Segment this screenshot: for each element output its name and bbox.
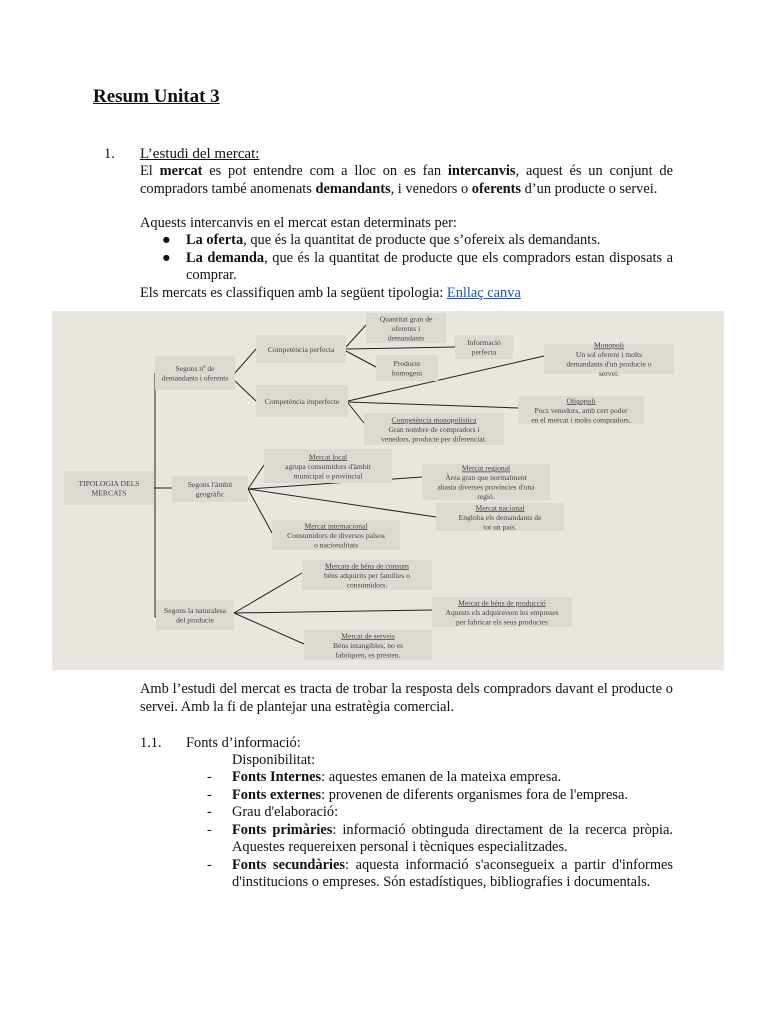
section-heading: L’estudi del mercat: [140, 146, 260, 162]
item-term: Fonts primàries [232, 821, 333, 838]
node-text: perfecta [471, 347, 497, 357]
diagram-node-informacio [455, 335, 513, 359]
item-text: : aquesta informació s'aconsegueix a partir d'informes d'institucions o empreses. Són estadístiques, bibliografies i documentals. [232, 856, 674, 890]
diagram-node-consum [302, 560, 432, 590]
node-text: Gran nombre de compradors i [388, 424, 480, 434]
list-item [140, 232, 673, 250]
node-text: Competència imperfecte [264, 396, 340, 406]
node-text: Un sol oferent i molts [575, 350, 643, 359]
node-title: Mercat nacional [475, 503, 525, 513]
document-title: Resum Unitat 3 [93, 86, 220, 107]
node-title: Mercat de béns de producció [458, 598, 546, 608]
node-text: TIPOLOGIA DELS [78, 479, 140, 488]
node-text: MERCATS [91, 488, 127, 498]
node-title: Oligopoli [566, 396, 596, 406]
node-text: venedors, producte per diferenciat. [381, 434, 487, 444]
list-item [207, 822, 673, 857]
node-text: regió. [477, 492, 495, 501]
item-term: Fonts Internes [232, 769, 322, 785]
bold-term: intercanvis [447, 163, 516, 179]
list-item [207, 804, 673, 822]
node-text: servei. [598, 369, 620, 378]
node-text: Béns intangibles, no es [332, 640, 404, 650]
diagram-node-monopoli [544, 341, 674, 379]
determinants-paragraph: Aquests intercanvis en el mercat estan determinats per: [140, 215, 457, 231]
connector-line [348, 403, 364, 423]
node-text: agrupa consumidors d'àmbit [285, 461, 371, 471]
node-text: tot un país. [483, 522, 517, 532]
diagram-node-naturalesa [156, 600, 234, 630]
subsection-heading: Fonts d’informació: [186, 735, 301, 751]
node-text: geogràfic [195, 489, 225, 499]
node-text: Àrea gran que normalment [445, 473, 527, 482]
subsection-number: 1.1. [140, 735, 162, 751]
node-title: Monopoli [594, 340, 624, 350]
node-text: oferents i [391, 323, 421, 333]
node-text: Segons la naturalesa [164, 606, 226, 615]
paragraph-text: es pot entendre com a lloc on es fan [202, 163, 448, 179]
node-title: Mercat de serveis [341, 631, 395, 641]
node-title: Mercats de béns de consum [325, 561, 409, 571]
node-text: Segons l'àmbit [187, 480, 233, 489]
node-text: en el mercat i molts compradors. [531, 415, 631, 425]
dash-icon: - [207, 786, 212, 803]
diagram-node-internacional [272, 520, 400, 550]
section-number: 1. [104, 146, 115, 162]
bullet-term: La demanda [186, 249, 265, 266]
diagram-node-demandants [155, 356, 235, 390]
node-text: Quantitat gran de [379, 314, 433, 324]
diagram-node-quantitat [366, 313, 446, 343]
bullet-text: , que és la quantitat de producte que els compradors estan disposats a comprar. [186, 249, 673, 283]
sources-list [207, 769, 673, 892]
diagram-node-root [64, 471, 154, 505]
node-text: Aquests els adquireixen les empreses [445, 607, 559, 617]
diagram-node-imperfecta [256, 385, 348, 417]
diagram-node-local [264, 449, 392, 483]
connector-line [248, 465, 264, 489]
diagram-node-produccio [432, 597, 572, 627]
connector-line [248, 489, 272, 533]
node-text: o nacionalitats [313, 540, 359, 550]
connector-line [346, 351, 376, 367]
connector-line [248, 489, 436, 517]
bold-term: oferents [471, 180, 522, 197]
dash-icon: - [207, 856, 212, 873]
diagram-node-homogeni [376, 355, 438, 381]
bold-term: mercat [159, 163, 203, 179]
diagram-node-monopolistica [364, 413, 504, 445]
market-typology-diagram [52, 311, 724, 670]
node-text: demandants i oferents [161, 373, 229, 383]
node-text: fabriquen, es presten. [335, 650, 401, 660]
connector-line [234, 610, 432, 613]
connector-line [235, 349, 256, 373]
bullet-text: , que és la quantitat de producte que s’ofereix als demandants. [243, 232, 601, 248]
diagram-node-nacional [436, 503, 564, 531]
node-text: demandants [387, 333, 425, 343]
node-text: Segons nº de [175, 364, 215, 373]
bullet-icon: ● [162, 232, 171, 248]
node-title: Mercat regional [461, 463, 511, 473]
paragraph-text: , i venedors o [390, 180, 472, 197]
dash-icon: - [207, 821, 212, 838]
canva-link[interactable]: Enllaç canva [446, 285, 521, 301]
item-text: : aquestes emanen de la mateixa empresa. [321, 769, 562, 785]
node-text: consumidors. [346, 580, 388, 590]
bullet-term: La oferta [186, 232, 244, 248]
item-text: Grau d'elaboració: [232, 804, 339, 820]
node-text: del producte [176, 615, 214, 625]
connector-line [234, 573, 302, 613]
list-item [207, 857, 673, 892]
determinants-list [140, 232, 673, 285]
node-text: Pocs venedors, amb cert poder [534, 405, 628, 415]
list-item [207, 787, 673, 805]
node-text: Competència perfecta [267, 344, 335, 354]
intro-paragraph [140, 163, 673, 198]
connector-line [346, 325, 366, 347]
item-text: : provenen de diferents organismes fora de l'empresa. [321, 786, 628, 803]
node-text: béns adquirits per famílies o [323, 570, 411, 580]
item-term: Fonts externes [232, 786, 322, 803]
item-text: : informació obtinguda directament de la recerca pròpia. Aquestes requereixen personal i tècniques especialitzades. [232, 821, 673, 855]
connector-line [346, 347, 455, 349]
dash-icon: - [207, 769, 212, 785]
bold-term: demandants [315, 180, 391, 197]
node-text: per fabricar els seus productes [456, 617, 548, 627]
classification-text: Els mercats es classifiquen amb la següent tipologia: [140, 285, 447, 301]
node-text: abasta diverses províncies d'una [437, 482, 535, 492]
node-text: homogeni [391, 368, 423, 378]
paragraph-text: d’un producte o servei. [521, 180, 658, 197]
connector-line [234, 613, 304, 644]
list-item [207, 769, 673, 787]
node-text: municipal o provincial [293, 471, 363, 481]
item-term: Fonts secundàries [232, 856, 345, 873]
node-text: Informació [467, 338, 501, 347]
node-title: Mercat internacional [304, 521, 368, 531]
market-study-paragraph: Amb l’estudi del mercat es tracta de trobar la resposta dels compradors davant el producte o servei. Amb la fi de plantejar una estratègia comercial. [140, 681, 673, 715]
dash-icon: - [207, 804, 212, 820]
node-text: Producte [393, 359, 421, 368]
node-text: Engloba els demandants de [458, 512, 542, 522]
bullet-icon: ● [162, 249, 171, 266]
diagram-node-perfecta [256, 335, 346, 363]
paragraph-text: , aquest és un conjunt de compradors també anomenats [140, 163, 674, 197]
node-text: demandants d'un producte o [566, 359, 652, 369]
diagram-node-oligopoli [518, 396, 644, 424]
node-text: Consumidors de diversos països [287, 530, 385, 540]
diagram-node-serveis [304, 630, 432, 660]
node-title: Mercat local [308, 452, 348, 462]
diagram-node-regional [422, 464, 550, 502]
node-title: Competència monopolística [391, 415, 477, 425]
connector-line [235, 381, 256, 401]
availability-label: Disponibilitat: [232, 752, 316, 768]
connector-line [348, 402, 518, 408]
diagram-canvas [52, 311, 724, 670]
list-item [140, 250, 673, 285]
diagram-node-ambit [172, 476, 248, 502]
classification-paragraph [140, 285, 673, 303]
paragraph-text: El [140, 163, 160, 179]
